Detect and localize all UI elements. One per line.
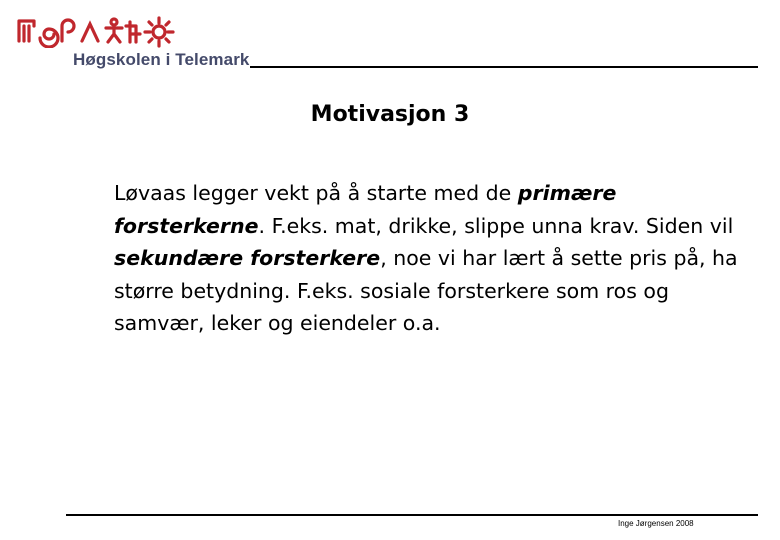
slide-body <box>114 177 754 340</box>
institution-name: Høgskolen i Telemark <box>73 50 250 69</box>
hit-logo-icon <box>16 14 178 48</box>
body-text-segment: Løvaas legger vekt på å starte med de <box>114 181 518 205</box>
body-text-segment: . F.eks. mat, drikke, slippe unna krav. Siden vil <box>258 213 734 238</box>
footer-author: Inge Jørgensen 2008 <box>618 519 694 528</box>
footer-divider <box>66 514 758 516</box>
header-divider <box>250 66 758 68</box>
emphasis-secondary-reinforcers: sekundære forsterkere <box>114 246 381 270</box>
body-text-segment: , noe vi har lært å sette pris på, ha større betydning. F.eks. sosiale forsterkere som ros og samvær, leker og eiendeler o.a. <box>114 246 738 335</box>
slide-title: Motivasjon 3 <box>310 102 470 127</box>
emphasis-primary-reinforcers: primære forsterkerne <box>114 181 617 238</box>
